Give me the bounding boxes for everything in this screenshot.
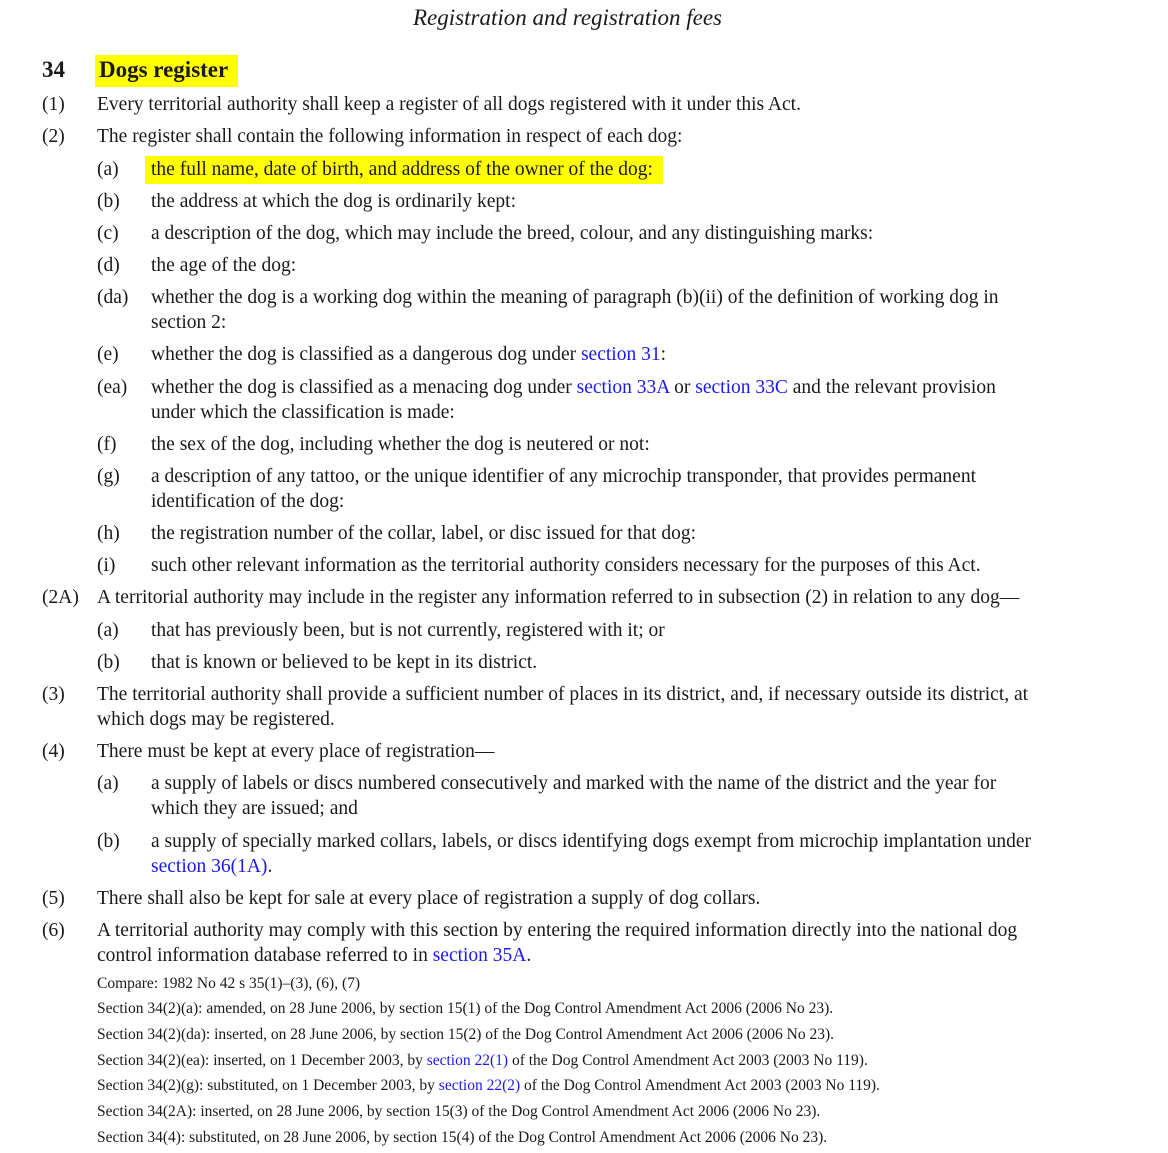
paragraph-text: a supply of labels or discs numbered consecutively and marked with the name of the district and the year for: [151, 773, 997, 794]
subsection-text: A territorial authority may comply with this section by entering the required information directly into the national dog: [97, 920, 1018, 941]
subsection-text: The register shall contain the following information in respect of each dog:: [97, 126, 683, 147]
subsection-label: (2A): [42, 587, 79, 608]
paragraph-text: [151, 342, 666, 367]
subsection-label: (1): [42, 94, 65, 115]
paragraph-label: (f): [97, 434, 117, 455]
paragraph-label: (c): [97, 223, 119, 244]
section-33a-link[interactable]: section 33A: [576, 377, 670, 398]
section-number: 34: [42, 57, 65, 82]
paragraph-label: (b): [97, 831, 120, 852]
paragraph-text: a description of the dog, which may include the breed, colour, and any distinguishing marks:: [151, 223, 874, 244]
text-run: control information database referred to in: [97, 945, 433, 966]
amendment-note: Section 34(2)(a): amended, on 28 June 2006, by section 15(1) of the Dog Control Amendment Act 2006 (2006 No 23).: [97, 1000, 834, 1017]
paragraph-text: the registration number of the collar, label, or disc issued for that dog:: [151, 523, 697, 544]
paragraph-text-continued: under which the classification is made:: [151, 402, 455, 423]
paragraph-text: that is known or believed to be kept in its district.: [151, 652, 538, 673]
compare-note: Compare: 1982 No 42 s 35(1)–(3), (6), (7): [97, 975, 361, 992]
subsection-text: Every territorial authority shall keep a register of all dogs registered with it under this Act.: [97, 94, 801, 115]
text-run: Section 34(2)(g): substituted, on 1 December 2003, by: [97, 1077, 439, 1094]
running-head: Registration and registration fees: [413, 5, 722, 30]
subsection-label: (2): [42, 126, 65, 147]
section-35a-link[interactable]: section 35A: [432, 945, 527, 966]
paragraph-label: (b): [97, 191, 120, 212]
section-36-1a-link[interactable]: section 36(1A): [151, 856, 268, 877]
subsection-text: There shall also be kept for sale at every place of registration a supply of dog collars.: [97, 888, 761, 909]
subsection-label: (3): [42, 684, 65, 705]
paragraph-text: such other relevant information as the territorial authority considers necessary for the purposes of this Act.: [151, 555, 981, 576]
paragraph-text: that has previously been, but is not currently, registered with it; or: [151, 620, 665, 641]
paragraph-text: a description of any tattoo, or the unique identifier of any microchip transponder, that provides permanent: [151, 466, 977, 487]
subsection-text-continued: which dogs may be registered.: [97, 709, 335, 730]
section-31-link[interactable]: section 31: [580, 344, 661, 365]
paragraph-label: (a): [97, 159, 119, 180]
section-title: Dogs register: [95, 55, 238, 87]
section-33c-link[interactable]: section 33C: [695, 377, 788, 398]
highlighted-paragraph-text: the full name, date of birth, and address of the owner of the dog:: [145, 156, 663, 184]
paragraph-label: (da): [97, 287, 129, 308]
text-run: whether the dog is classified as a dangerous dog under: [151, 344, 581, 365]
paragraph-text-continued: identification of the dog:: [151, 491, 345, 512]
amendment-note: [97, 1076, 880, 1096]
text-run: .: [526, 945, 532, 966]
text-run: .: [267, 856, 273, 877]
text-run: of the Dog Control Amendment Act 2003 (2003 No 119).: [508, 1052, 868, 1069]
paragraph-text-continued: which they are issued; and: [151, 798, 358, 819]
subsection-text: The territorial authority shall provide a sufficient number of places in its district, and, if necessary outside its district, at: [97, 684, 1029, 705]
subsection-text: A territorial authority may include in the register any information referred to in subsection (2) in relation to any dog—: [97, 587, 1020, 608]
amendment-note: [97, 1051, 868, 1071]
subsection-text-continued: [97, 943, 531, 968]
text-run: :: [660, 344, 666, 365]
paragraph-text: the sex of the dog, including whether the dog is neutered or not:: [151, 434, 650, 455]
paragraph-text: the age of the dog:: [151, 255, 297, 276]
paragraph-label: (e): [97, 344, 119, 365]
paragraph-label: (h): [97, 523, 120, 544]
text-run: or: [669, 377, 696, 398]
subsection-text: There must be kept at every place of registration—: [97, 741, 495, 762]
paragraph-label: (ea): [97, 377, 128, 398]
paragraph-text: [151, 375, 996, 400]
amendment-note: Section 34(2)(da): inserted, on 28 June 2006, by section 15(2) of the Dog Control Amendment Act 2006 (2006 No 23).: [97, 1026, 834, 1043]
subsection-label: (4): [42, 741, 65, 762]
paragraph-label: (i): [97, 555, 116, 576]
paragraph-text-continued: [151, 854, 272, 879]
paragraph-label: (a): [97, 620, 119, 641]
paragraph-label: (d): [97, 255, 120, 276]
subsection-label: (5): [42, 888, 65, 909]
section-22-1-link[interactable]: section 22(1): [426, 1052, 509, 1069]
subsection-label: (6): [42, 920, 65, 941]
amendment-note: Section 34(2A): inserted, on 28 June 2006, by section 15(3) of the Dog Control Amendment Act 2006 (2006 No 23).: [97, 1103, 821, 1120]
paragraph-label: (a): [97, 773, 119, 794]
paragraph-text: whether the dog is a working dog within the meaning of paragraph (b)(ii) of the definition of working dog in: [151, 287, 999, 308]
text-run: and the relevant provision: [787, 377, 996, 398]
text-run: whether the dog is classified as a menacing dog under: [151, 377, 577, 398]
text-run: of the Dog Control Amendment Act 2003 (2003 No 119).: [520, 1077, 880, 1094]
paragraph-text: a supply of specially marked collars, labels, or discs identifying dogs exempt from microchip implantation under: [151, 831, 1031, 852]
paragraph-text-continued: section 2:: [151, 312, 227, 333]
paragraph-label: (b): [97, 652, 120, 673]
text-run: Section 34(2)(ea): inserted, on 1 December 2003, by: [97, 1052, 427, 1069]
paragraph-label: (g): [97, 466, 120, 487]
paragraph-text: the address at which the dog is ordinarily kept:: [151, 191, 516, 212]
amendment-note: Section 34(4): substituted, on 28 June 2006, by section 15(4) of the Dog Control Amendment Act 2006 (2006 No 23).: [97, 1129, 828, 1146]
section-22-2-link[interactable]: section 22(2): [438, 1077, 521, 1094]
